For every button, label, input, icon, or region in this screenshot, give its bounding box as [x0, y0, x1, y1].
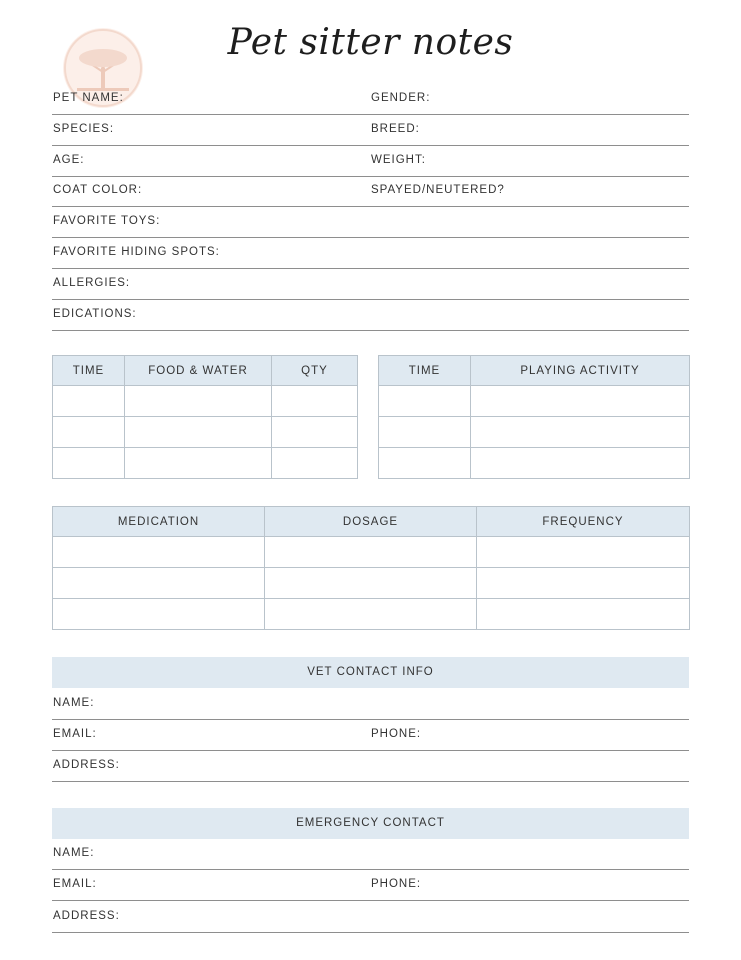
table-cell[interactable]: [272, 417, 358, 448]
info-row-pet-name: [52, 84, 689, 115]
vet-phone-label: PHONE:: [371, 728, 422, 740]
info-row-medications: [52, 300, 689, 331]
play-header-time: TIME: [379, 356, 471, 386]
table-cell[interactable]: [477, 568, 690, 599]
vet-address-label: ADDRESS:: [53, 759, 120, 771]
breed-label: BREED:: [371, 123, 420, 135]
table-cell[interactable]: [265, 568, 477, 599]
table-cell[interactable]: [379, 417, 471, 448]
info-row-species: [52, 115, 689, 146]
emergency-address-row: [52, 902, 689, 933]
table-cell[interactable]: [379, 448, 471, 479]
medications-label: EDICATIONS:: [53, 308, 137, 320]
food-table: [52, 355, 358, 479]
food-header-food: FOOD & WATER: [125, 356, 272, 386]
pet-name-label: PET NAME:: [53, 92, 124, 104]
table-row: [53, 386, 358, 417]
table-cell[interactable]: [471, 417, 690, 448]
page-title: Pet sitter notes: [227, 22, 514, 63]
table-row: [379, 417, 690, 448]
table-cell[interactable]: [477, 599, 690, 630]
vet-name-label: NAME:: [53, 697, 95, 709]
info-row-allergies: [52, 269, 689, 300]
table-cell[interactable]: [471, 448, 690, 479]
age-label: AGE:: [53, 154, 85, 166]
table-cell[interactable]: [125, 386, 272, 417]
table-cell[interactable]: [125, 417, 272, 448]
medication-table-header: [53, 507, 690, 537]
emergency-phone-label: PHONE:: [371, 878, 422, 890]
vet-contact-heading: VET CONTACT INFO: [52, 657, 689, 688]
weight-label: WEIGHT:: [371, 154, 426, 166]
vet-email-row: [52, 720, 689, 751]
table-cell[interactable]: [53, 568, 265, 599]
medication-table: [52, 506, 690, 630]
food-header-time: TIME: [53, 356, 125, 386]
info-row-coat: [52, 176, 689, 207]
hiding-spots-label: FAVORITE HIDING SPOTS:: [53, 246, 220, 258]
emergency-email-row: [52, 870, 689, 901]
table-row: [53, 417, 358, 448]
table-row: [53, 599, 690, 630]
table-cell[interactable]: [272, 386, 358, 417]
favorite-toys-label: FAVORITE TOYS:: [53, 215, 161, 227]
table-cell[interactable]: [125, 448, 272, 479]
table-cell[interactable]: [53, 537, 265, 568]
table-cell[interactable]: [477, 537, 690, 568]
allergies-label: ALLERGIES:: [53, 277, 131, 289]
table-row: [379, 386, 690, 417]
table-cell[interactable]: [53, 448, 125, 479]
spayed-label: SPAYED/NEUTERED?: [371, 184, 505, 196]
play-table-header: [379, 356, 690, 386]
info-row-age: [52, 146, 689, 177]
emergency-name-label: NAME:: [53, 847, 95, 859]
med-header-medication: MEDICATION: [53, 507, 265, 537]
table-cell[interactable]: [265, 599, 477, 630]
emergency-email-label: EMAIL:: [53, 878, 97, 890]
table-cell[interactable]: [471, 386, 690, 417]
vet-email-label: EMAIL:: [53, 728, 97, 740]
species-label: SPECIES:: [53, 123, 115, 135]
med-header-frequency: FREQUENCY: [477, 507, 690, 537]
food-table-header: [53, 356, 358, 386]
play-table: [378, 355, 690, 479]
table-row: [53, 568, 690, 599]
info-row-hiding: [52, 238, 689, 269]
vet-name-row: [52, 689, 689, 720]
table-row: [379, 448, 690, 479]
emergency-name-row: [52, 839, 689, 870]
coat-color-label: COAT COLOR:: [53, 184, 143, 196]
emergency-address-label: ADDRESS:: [53, 910, 120, 922]
table-row: [53, 537, 690, 568]
vet-address-row: [52, 751, 689, 782]
table-cell[interactable]: [53, 417, 125, 448]
gender-label: GENDER:: [371, 92, 431, 104]
med-header-dosage: DOSAGE: [265, 507, 477, 537]
table-cell[interactable]: [53, 599, 265, 630]
table-cell[interactable]: [53, 386, 125, 417]
table-row: [53, 448, 358, 479]
table-cell[interactable]: [379, 386, 471, 417]
table-cell[interactable]: [272, 448, 358, 479]
play-header-activity: PLAYING ACTIVITY: [471, 356, 690, 386]
emergency-contact-heading: EMERGENCY CONTACT: [52, 808, 689, 839]
table-cell[interactable]: [265, 537, 477, 568]
info-row-toys: [52, 207, 689, 238]
food-header-qty: QTY: [272, 356, 358, 386]
